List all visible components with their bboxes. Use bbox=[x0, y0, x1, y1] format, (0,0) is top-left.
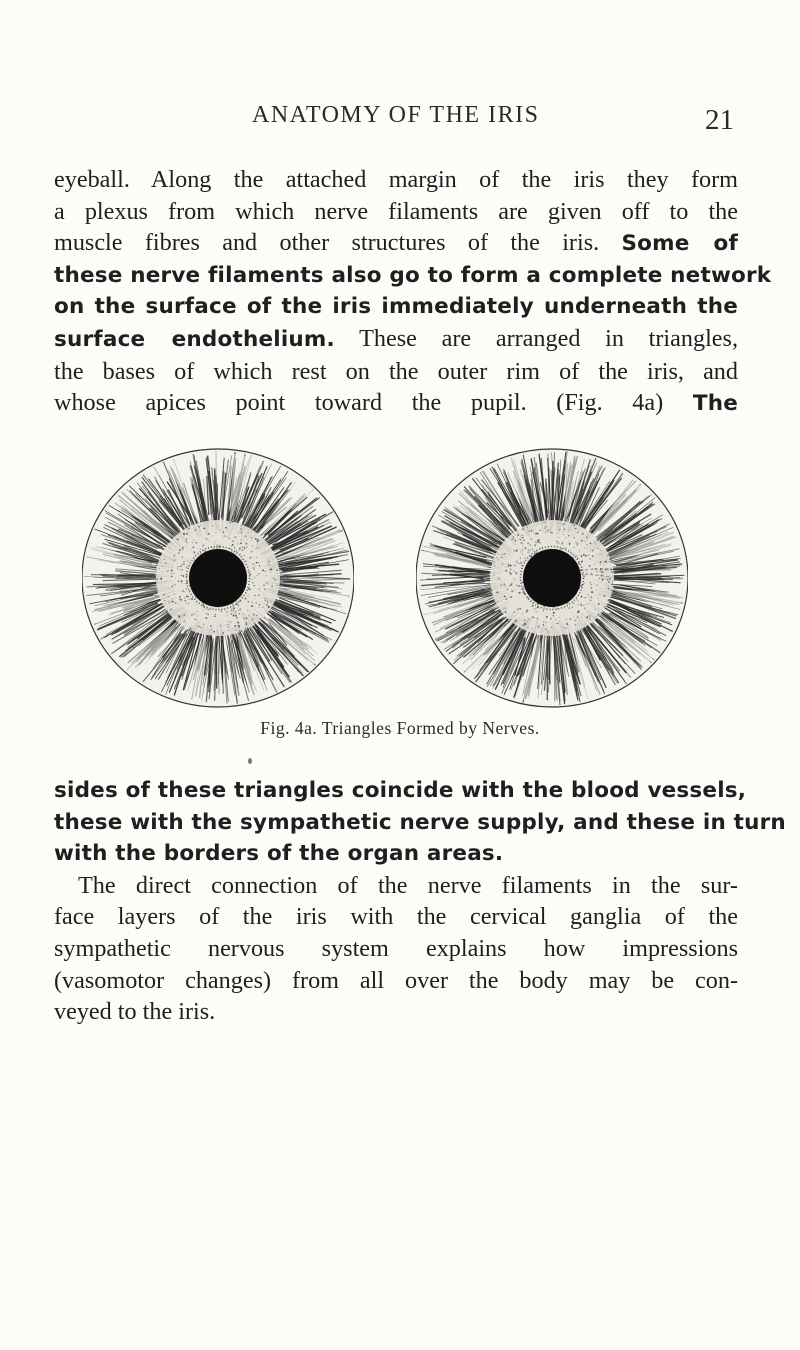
iris-illustration-left bbox=[82, 447, 354, 709]
text-line: (vasomotor changes) from all over the body may be con- bbox=[54, 966, 738, 994]
text-segment: These are arranged in triangles, bbox=[334, 324, 738, 352]
text-segment: muscle fibres and other structures of the iris. bbox=[54, 229, 622, 257]
page-header bbox=[0, 98, 800, 138]
text-line: face layers of the iris with the cervical ganglia of the bbox=[54, 903, 738, 931]
figure-caption: Fig. 4a. Triangles Formed by Nerves. bbox=[260, 718, 540, 738]
bold-text-line: with the borders of the organ areas. bbox=[54, 841, 504, 867]
text-line: veyed to the iris. bbox=[54, 998, 216, 1026]
paragraph-1 bbox=[54, 164, 772, 420]
bold-text-line: sides of these triangles coincide with the blood vessels, bbox=[54, 778, 747, 803]
running-title: ANATOMY OF THE IRIS bbox=[252, 102, 540, 128]
text-line: eyeball. Along the attached margin of the iris they form bbox=[54, 166, 738, 193]
paragraph-2 bbox=[54, 775, 786, 1028]
text-line: the bases of which rest on the outer rim of the iris, and bbox=[54, 357, 738, 385]
text-line bbox=[54, 227, 738, 260]
pupil bbox=[523, 549, 581, 607]
text-segment: whose apices point toward the pupil. (Fig. 4a) bbox=[54, 389, 693, 417]
text-line bbox=[54, 323, 738, 356]
bold-text-line: these nerve filaments also go to form a complete network bbox=[54, 262, 772, 288]
iris-illustration-right bbox=[416, 447, 688, 709]
bold-text-line: these with the sympathetic nerve supply, and these in turn bbox=[54, 809, 786, 835]
print-speck bbox=[248, 758, 252, 764]
bold-text-segment: Some of bbox=[621, 231, 739, 257]
bold-text-segment: The bbox=[692, 391, 738, 417]
bold-text-segment: surface endothelium. bbox=[54, 326, 335, 352]
figure-4a bbox=[0, 440, 800, 750]
text-line: The direct connection of the nerve filaments in the sur- bbox=[78, 871, 738, 899]
text-line bbox=[54, 387, 738, 420]
text-line: sympathetic nervous system explains how impressions bbox=[54, 934, 738, 962]
bold-text-line: on the surface of the iris immediately underneath the bbox=[54, 294, 738, 320]
page-number: 21 bbox=[705, 104, 734, 136]
pupil bbox=[189, 549, 247, 607]
text-line: a plexus from which nerve filaments are given off to the bbox=[54, 197, 738, 225]
